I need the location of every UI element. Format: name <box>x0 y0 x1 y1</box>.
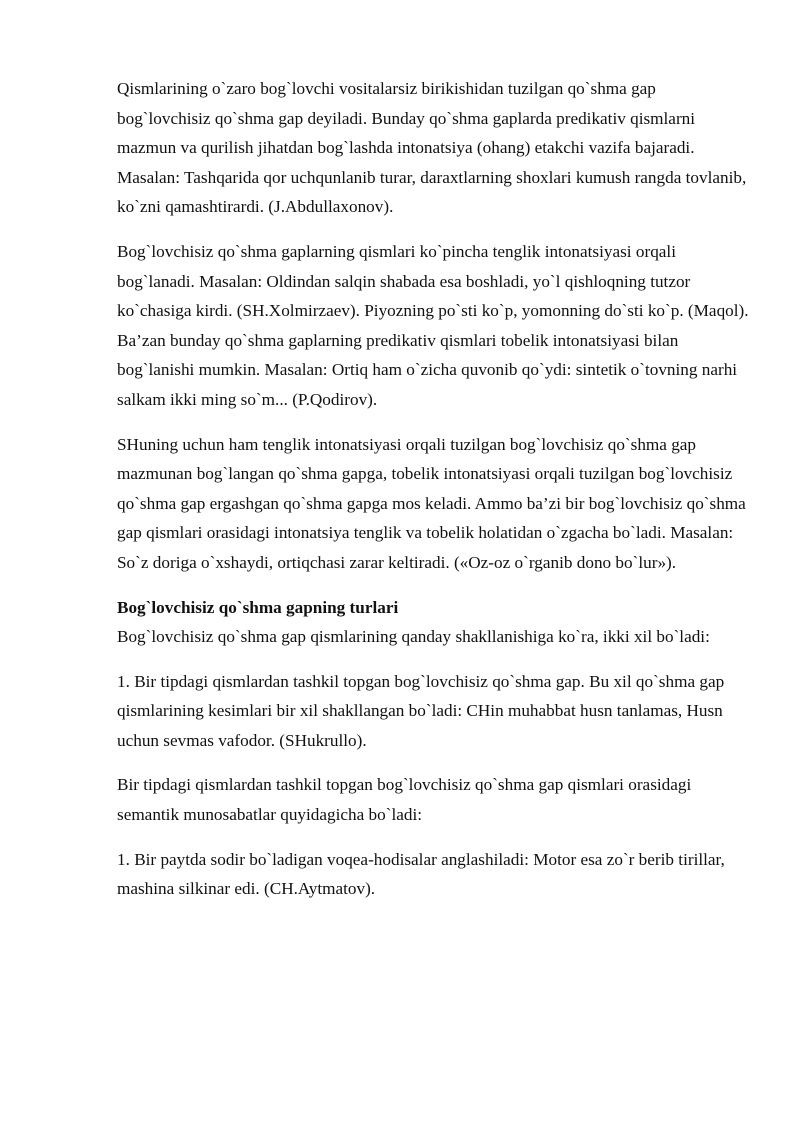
paragraph-mazmunan-boglangan: SHuning uchun ham tenglik intonatsiyasi orqali tuzilgan bog`lovchisiz qo`shma gap mazmunan bog`langan qo`shma gapga, tobelik intonatsiyasi orqali tuzilgan bog`lovchisiz qo`shma gap ergashgan qo`shma gapga mos keladi. Ammo ba’zi bir bog`lovchisiz qo`shma gap qismlari orasidagi intonatsiya tenglik va tobelik holatidan o`zgacha bo`ladi. Masalan: So`z doriga o`xshaydi, ortiqchasi zarar keltiradi. («Oz-oz o`rganib dono bo`lur»). <box>117 434 746 572</box>
paragraph-tenglik-intonatsiyasi: Bog`lovchisiz qo`shma gaplarning qismlari ko`pincha tenglik intonatsiyasi orqali bog`lanadi. Masalan: Oldindan salqin shabada esa boshladi, yo`l qishloqning tutzor ko`chasiga kirdi. (SH.Xolmirzaev). Piyozning po`sti ko`p, yomonning do`sti ko`p. (Maqol). Ba’zan bunday qo`shma gaplarning predikativ qismlari tobelik intonatsiyasi bilan bog`lanishi mumkin. Masalan: Ortiq ham o`zicha quvonib qo`ydi: sintetik o`tovning narhi salkam ikki ming so`m... (P.Qodirov). <box>117 241 749 409</box>
paragraph-definition: Qismlarining o`zaro bog`lovchi vositalarsiz birikishidan tuzilgan qo`shma gap bog`lovchisiz qo`shma gap deyiladi. Bunday qo`shma gaplarda predikativ qismlarni mazmun va qurilish jihatdan bog`lashda intonatsiya (ohang) etakchi vazifa bajaradi. Masalan: Tashqarida qor uchqunlanib turar, daraxtlarning shoxlari kumush rangda tovlanib, ko`zni qamashtirardi. (J.Abdullaxonov). <box>117 79 747 217</box>
document-page <box>117 74 753 919</box>
section-heading: Bog`lovchisiz qo`shma gapning turlari <box>117 597 399 617</box>
paragraph-bir-tipdagi: 1. Bir tipdagi qismlardan tashkil topgan bog`lovchisiz qo`shma gap. Bu xil qo`shma gap qismlarining kesimlari bir xil shakllangan bo`ladi: CHin muhabbat husn tanlamas, Husn uchun sevmas vafodor. (SHukrullo). <box>117 671 725 750</box>
paragraph-ikki-xil: Bog`lovchisiz qo`shma gap qismlarining qanday shakllanishiga ko`ra, ikki xil bo`ladi: <box>117 627 710 647</box>
paragraph-semantik-munosabatlar: Bir tipdagi qismlardan tashkil topgan bog`lovchisiz qo`shma gap qismlari orasidagi semantik munosabatlar quyidagicha bo`ladi: <box>117 775 692 825</box>
paragraph-bir-paytda: 1. Bir paytda sodir bo`ladigan voqea-hodisalar anglashiladi: Motor esa zo`r berib tirillar, mashina silkinar edi. (CH.Aytmatov). <box>117 849 725 899</box>
